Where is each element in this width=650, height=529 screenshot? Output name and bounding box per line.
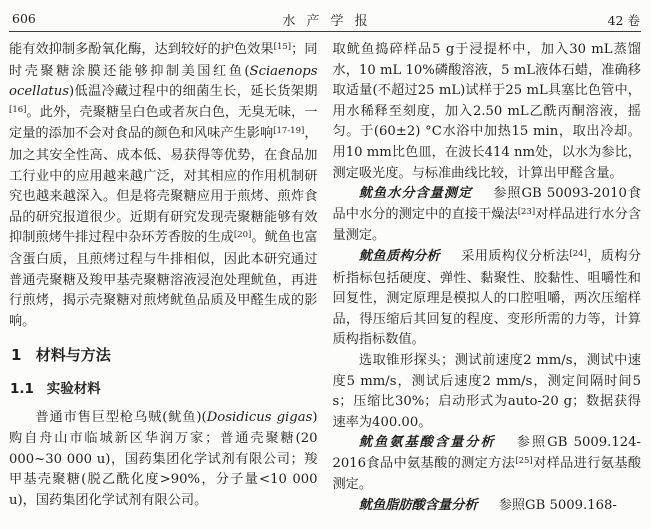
amino-acid-analysis-paragraph [333,433,642,496]
text-run: 对样品进行氨基酸测定。 [332,455,642,493]
text-run: ，加之其安全性高、成本低、易获得等优势，在食品加工行业中的应用越来越广泛，对其相应的作用机制研究也越来越深入。但是将壳聚糖应用于煎烤、煎炸食品的研究报道很少。近期有研究发现壳聚糖能够有效抑制煎烤牛排过程中杂环芳香胺的生成 [9,126,318,246]
running-header [9,6,641,28]
text-run: 实验材料 [46,381,101,398]
page-number: 606 [12,11,36,26]
citation-superscript: [20] [233,230,252,241]
text-run: 材料与方法 [35,346,111,365]
text-run: 参照GB 5009.168- [498,498,617,514]
texture-analysis-paragraph [333,247,642,351]
run-in-heading: 鱿鱼氨基酸含量分析 [358,435,496,451]
fatty-acid-analysis-paragraph [333,496,642,517]
texture-probe-settings-paragraph [333,351,642,433]
text-run: )购自舟山市临城新区华润万家；普通壳聚糖(20 000~30 000 u)，国药集团化学试剂有限公司；羧甲基壳聚糖(脱乙酰化度>90%，分子量<10 000 u)，国药集团化学试剂有限公司。 [9,410,318,508]
section-1-1-heading [10,380,318,398]
volume-label: 42 卷 [607,13,640,28]
text-run: 参照GB 5009.124-2016食品中氨基酸的测定方法 [332,435,641,471]
text-run: 。此外，壳聚糖呈白色或者灰白色，无臭无味，一定量的添加不会对食品的颜色和风味产生影响 [9,104,318,142]
text-run: )低温冷藏过程中的细菌生长，延长货架期 [69,84,318,100]
species-name-italic: Sciaenops ocellatus [9,63,318,100]
text-run: 普通市售巨型枪乌贼(鱿鱼)( [35,410,207,426]
materials-paragraph [9,408,318,511]
text-run: 对样品进行水分含量测定。 [332,206,642,244]
intro-paragraph [9,40,318,332]
citation-superscript: [23] [517,206,536,217]
heading-number: 1.1 [10,381,34,398]
text-run: 能有效抑制多酚氧化酶，达到较好的护色效果 [9,42,274,57]
text-run: ，质构分析指标包括硬度、弹性、黏聚性、胶黏性、咀嚼性和回复性，测定原理是模拟人的口腔咀嚼，两次压缩样品，得压缩后其回复的程度、变形所需的力等，计算质构指标数值。 [332,248,642,348]
two-column-body [9,40,641,517]
text-run: 采用质构仪分析法 [461,248,570,264]
text-run: 选取锥形探头；测试前速度2 mm/s，测试中速度5 mm/s，测试后速度2 mm/s，测定间隔时间5 s；压缩比30%；启动形式为auto-20 g；数据获得速率为400.00。 [332,352,641,430]
run-in-heading: 鱿鱼质构分析 [358,248,441,264]
left-column [9,40,318,517]
run-in-heading: 鱿鱼水分含量测定 [358,186,473,202]
moisture-content-paragraph [333,184,642,247]
text-run: 取鱿鱼捣碎样品5 g于浸提杯中，加入30 mL蒸馏水，10 mL 10%磷酸溶液，5 mL液体石蜡，准确移取适量(不超过25 mL)试样于25 mL具塞比色管中，用水稀释至刻度，加入2.50 mL乙酰丙酮溶液，摇匀。于(60±2) °C水浴中加热15 min，取出冷却。用10 mm比色皿，在波长414 nm处，以水为参比，测定吸光度。与标准曲线比较，计算出甲醛含量。 [332,42,641,181]
run-in-heading: 鱿鱼脂肪酸含量分析 [358,498,478,514]
section-1-heading [11,345,318,365]
citation-superscript: [16] [9,104,27,115]
text-run: 。鱿鱼也富含蛋白质，且煎烤过程与牛排相似，因此本研究通过普通壳聚糖及羧甲基壳聚糖溶液浸泡处理鱿鱼，再进行煎烤，揭示壳聚糖对煎烤鱿鱼品质及甲醛生成的影响。 [9,230,318,329]
citation-superscript: [15] [273,41,292,52]
citation-superscript: [25] [515,455,533,466]
citation-superscript: [17-19] [273,126,305,137]
formaldehyde-procedure-paragraph [333,40,642,184]
text-run: 参照GB 50093-2010食品中水分的测定中的直接干燥法 [332,186,642,222]
journal-title: 水产学报 [282,14,379,29]
species-name-italic: Dosidicus gigas [206,410,313,426]
heading-number: 1 [11,346,22,365]
right-column [333,40,642,517]
header-rule [9,31,641,32]
text-run: ；同时壳聚糖涂膜还能够抑制美国红鱼( [9,42,318,79]
citation-superscript: [24] [569,248,587,259]
